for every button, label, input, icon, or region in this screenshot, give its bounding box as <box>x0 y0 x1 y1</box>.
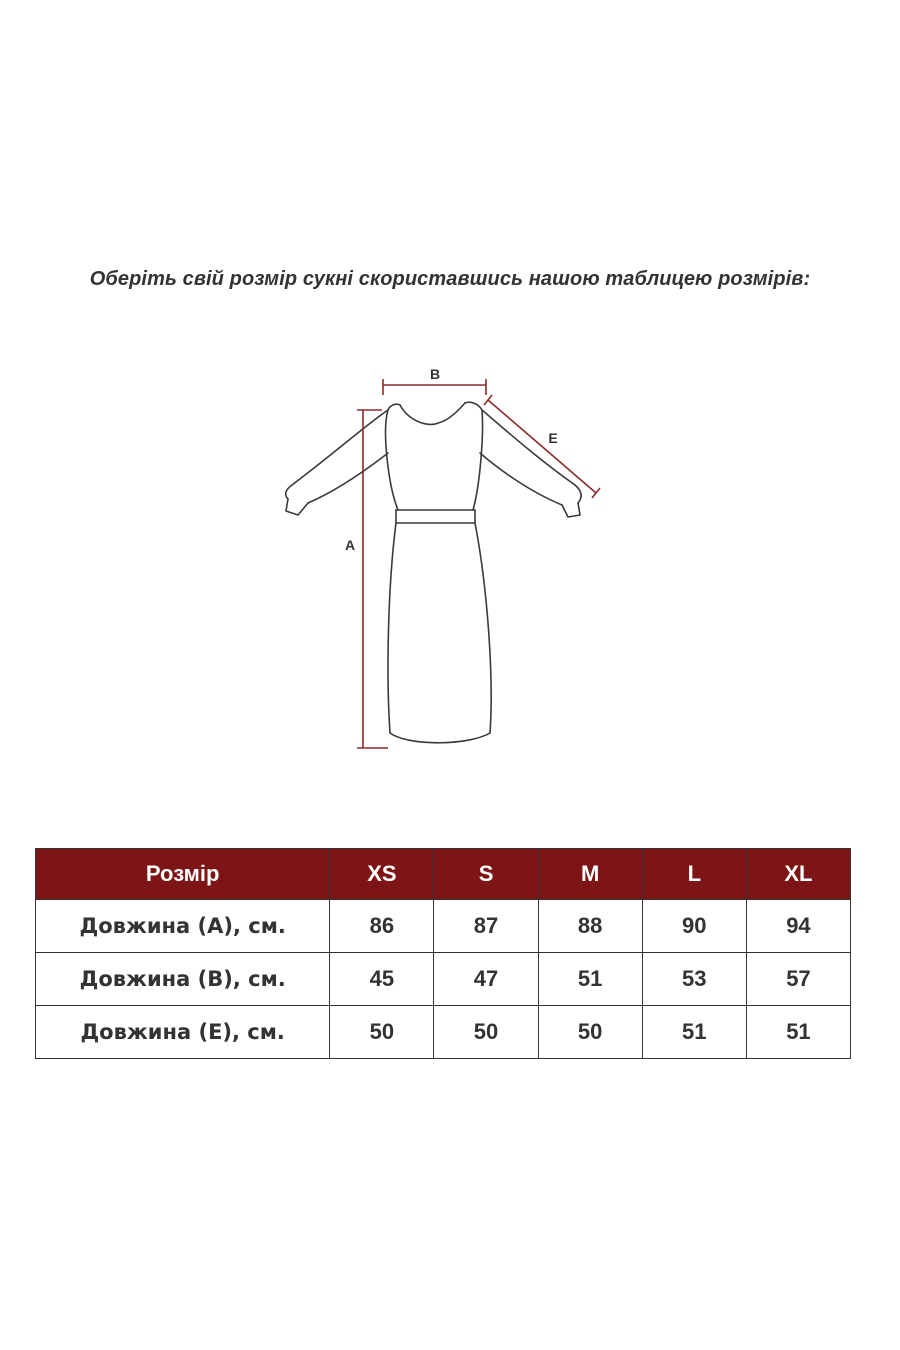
measure-e-line <box>488 400 596 493</box>
row-label: Довжина (А), см. <box>36 900 330 953</box>
size-table <box>35 848 851 1059</box>
table-cell: 94 <box>746 900 850 953</box>
table-cell: 53 <box>642 953 746 1006</box>
table-cell: 45 <box>330 953 434 1006</box>
table-cell: 57 <box>746 953 850 1006</box>
measurement-lines <box>357 379 600 748</box>
size-table-header-row <box>36 849 851 900</box>
table-cell: 87 <box>434 900 538 953</box>
table-cell: 88 <box>538 900 642 953</box>
header-size-xs: XS <box>330 849 434 900</box>
header-size-xl: XL <box>746 849 850 900</box>
table-row-length-b <box>36 953 851 1006</box>
header-size-label: Розмір <box>36 849 330 900</box>
table-row-length-a <box>36 900 851 953</box>
table-cell: 47 <box>434 953 538 1006</box>
table-cell: 50 <box>330 1006 434 1059</box>
header-size-s: S <box>434 849 538 900</box>
label-e: E <box>548 430 558 446</box>
header-size-l: L <box>642 849 746 900</box>
table-row-length-e <box>36 1006 851 1059</box>
table-cell: 50 <box>434 1006 538 1059</box>
table-cell: 51 <box>746 1006 850 1059</box>
page-heading: Оберіть свій розмір сукні скориставшись нашою таблицею розмірів: <box>89 268 811 290</box>
row-label: Довжина (В), см. <box>36 953 330 1006</box>
dress-diagram-svg <box>270 355 620 775</box>
table-cell: 51 <box>538 953 642 1006</box>
header-size-m: M <box>538 849 642 900</box>
table-cell: 86 <box>330 900 434 953</box>
table-cell: 50 <box>538 1006 642 1059</box>
dress-outline <box>286 402 581 742</box>
row-label: Довжина (Е), см. <box>36 1006 330 1059</box>
table-cell: 90 <box>642 900 746 953</box>
table-cell: 51 <box>642 1006 746 1059</box>
label-b: B <box>429 366 441 382</box>
label-a: A <box>344 537 356 553</box>
dress-diagram <box>270 355 620 775</box>
